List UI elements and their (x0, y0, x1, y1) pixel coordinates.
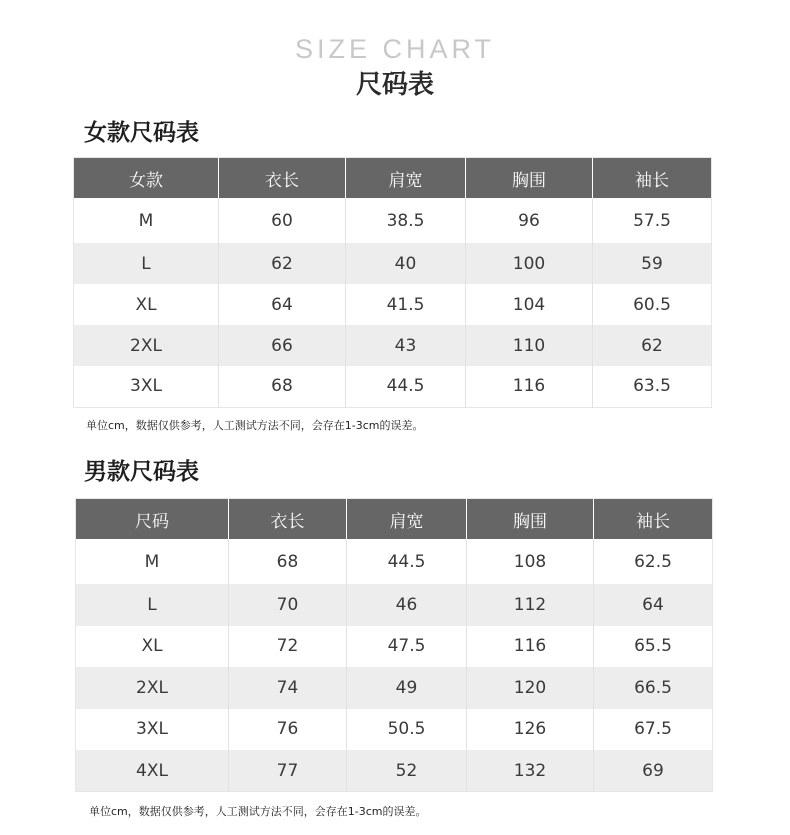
measurement-cell: 100 (466, 243, 593, 284)
measurement-cell: 60.5 (633, 294, 671, 315)
size-cell: XL (74, 284, 219, 325)
size-cell: 2XL (74, 325, 219, 366)
table-row (74, 284, 712, 325)
measurement-cell: 59 (593, 243, 712, 284)
measurement-cell: 112 (467, 584, 594, 626)
measurement-cell: 52 (347, 750, 467, 792)
measurement-cell: 68 (219, 366, 346, 407)
measurement-cell: 63.5 (633, 376, 671, 397)
measurement-cell: 47.5 (347, 626, 467, 668)
women-size-table (73, 157, 712, 408)
measurement-cell: 76 (229, 709, 347, 751)
column-header: 胸围 (467, 499, 594, 540)
size-cell: M (74, 198, 219, 243)
table-row (76, 626, 713, 668)
table-header-row (76, 499, 713, 540)
measurement-cell: 66.5 (594, 667, 713, 709)
measurement-cell: 69 (594, 750, 713, 792)
measurement-cell: 46 (347, 584, 467, 626)
size-cell: M (76, 539, 229, 584)
measurement-cell: 74 (229, 667, 347, 709)
measurement-cell: 38.5 (346, 198, 466, 243)
measurement-cell: 43 (346, 325, 466, 366)
women-size-note: 单位cm，数据仅供参考，人工测试方法不同，会存在1-3cm的误差。 (86, 419, 424, 432)
measurement-cell: 68 (229, 539, 347, 584)
measurement-cell: 104 (466, 284, 593, 325)
column-header: 衣长 (219, 158, 346, 199)
table-header-row (74, 158, 712, 199)
measurement-cell: 50.5 (347, 709, 467, 751)
column-header: 肩宽 (346, 158, 466, 199)
column-header: 袖长 (594, 499, 713, 540)
size-cell: 3XL (74, 366, 219, 407)
size-cell: 4XL (76, 750, 229, 792)
measurement-cell: 49 (347, 667, 467, 709)
measurement-cell: 62 (219, 243, 346, 284)
men-size-note: 单位cm，数据仅供参考，人工测试方法不同，会存在1-3cm的误差。 (89, 805, 427, 818)
measurement-cell: 65.5 (634, 636, 672, 657)
men-section-title: 男款尺码表 (84, 459, 199, 485)
measurement-cell: 116 (466, 366, 593, 407)
measurement-cell: 44.5 (347, 539, 467, 584)
size-cell: 2XL (76, 667, 229, 709)
chinese-title: 尺码表 (355, 70, 434, 100)
women-section-title: 女款尺码表 (84, 120, 199, 146)
size-cell: L (74, 243, 219, 284)
table-row (76, 709, 713, 751)
table-row (76, 750, 713, 792)
measurement-cell: 108 (467, 539, 594, 584)
column-header: 衣长 (229, 499, 347, 540)
measurement-cell: 44.5 (346, 366, 466, 407)
page-header (0, 32, 790, 102)
measurement-cell: 132 (467, 750, 594, 792)
measurement-cell: 62.5 (634, 551, 672, 572)
measurement-cell: 40 (346, 243, 466, 284)
measurement-cell: 126 (467, 709, 594, 751)
column-header: 胸围 (466, 158, 593, 199)
table-row (74, 243, 712, 284)
size-cell: L (76, 584, 229, 626)
size-cell: XL (76, 626, 229, 668)
measurement-cell: 57.5 (633, 210, 671, 231)
measurement-cell: 62 (593, 325, 712, 366)
measurement-cell: 96 (466, 198, 593, 243)
measurement-cell: 72 (229, 626, 347, 668)
measurement-cell: 67.5 (634, 719, 672, 740)
measurement-cell: 64 (594, 584, 713, 626)
table-row (76, 584, 713, 626)
size-cell: 3XL (76, 709, 229, 751)
table-row (76, 539, 713, 584)
table-row (74, 325, 712, 366)
measurement-cell: 110 (466, 325, 593, 366)
english-title: SIZE CHART (294, 34, 496, 64)
column-header: 肩宽 (347, 499, 467, 540)
measurement-cell: 70 (229, 584, 347, 626)
measurement-cell: 66 (219, 325, 346, 366)
column-header: 尺码 (76, 499, 229, 540)
measurement-cell: 41.5 (346, 284, 466, 325)
measurement-cell: 77 (229, 750, 347, 792)
measurement-cell: 116 (467, 626, 594, 668)
column-header: 女款 (74, 158, 219, 199)
table-row (76, 667, 713, 709)
column-header: 袖长 (593, 158, 712, 199)
table-row (74, 366, 712, 407)
table-row (74, 198, 712, 243)
measurement-cell: 64 (219, 284, 346, 325)
men-size-table (75, 498, 713, 792)
measurement-cell: 120 (467, 667, 594, 709)
measurement-cell: 60 (219, 198, 346, 243)
